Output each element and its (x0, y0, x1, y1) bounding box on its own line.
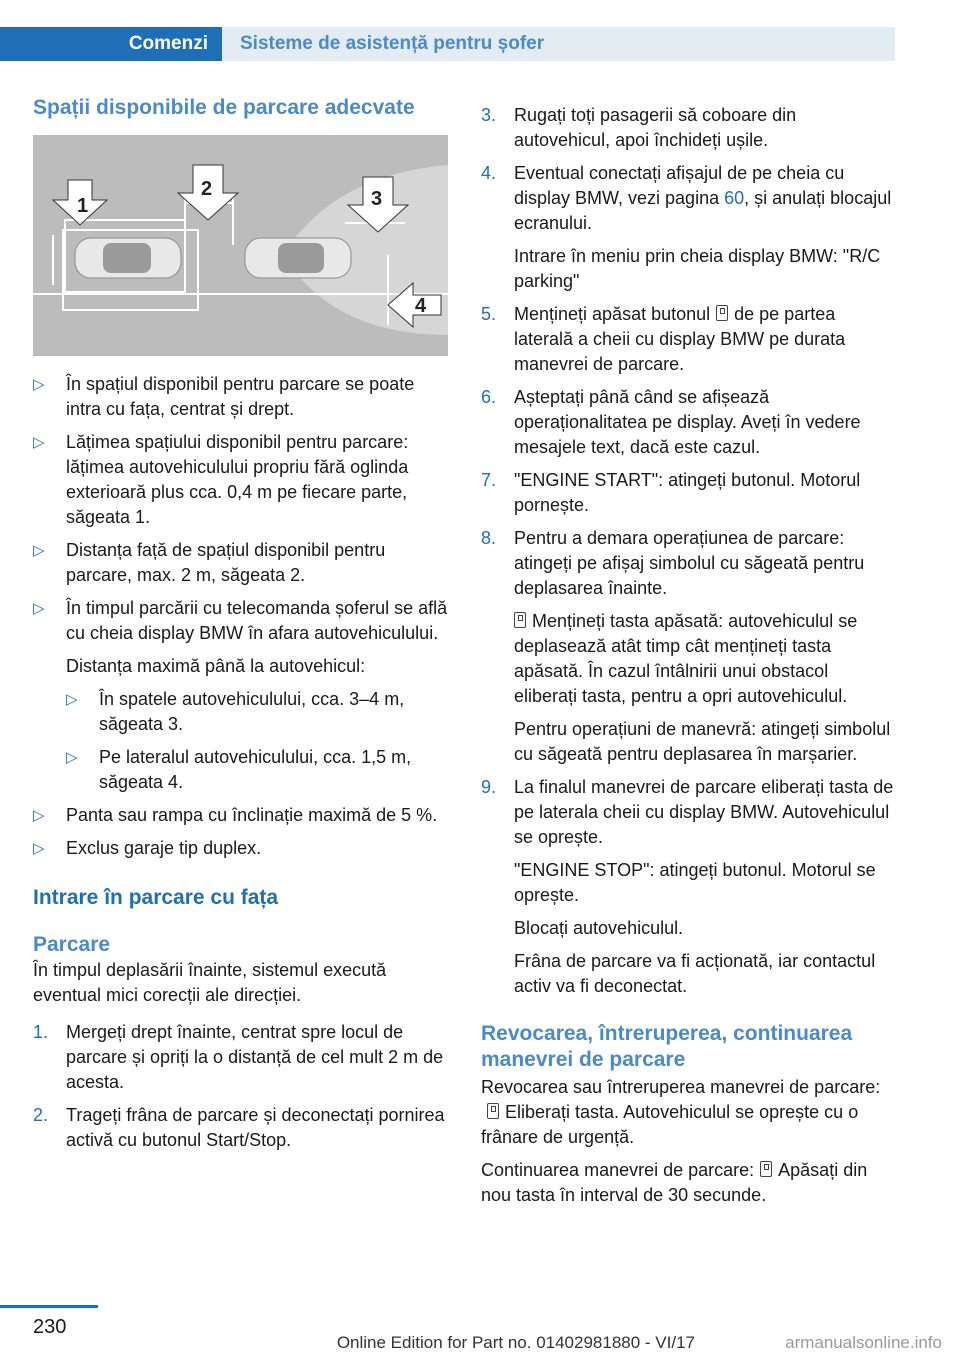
svg-text:1: 1 (77, 195, 89, 217)
step-text: Așteptați până când se afișează operaționalitatea pe display. Aveți în vedere mesajele text, dacă este cazul. (514, 387, 861, 457)
step-text: Mențineți apăsat butonul (514, 304, 711, 324)
step-number: 3. (481, 105, 497, 125)
steps-list-continued (481, 103, 895, 999)
list-item: ▷ În spatele autovehiculului, cca. 3–4 m, săgeata 3. (66, 687, 448, 737)
step-text: Rugați toți pasagerii să coboare din autovehicul, apoi închideți ușile. (514, 105, 797, 150)
list-item (33, 596, 448, 795)
subheading: Parcare (33, 933, 111, 956)
step-number: 2. (33, 1105, 49, 1125)
right-column (481, 103, 895, 1208)
paragraph-text: Continuarea manevrei de parcare: (481, 1160, 755, 1180)
page-link[interactable]: 60 (724, 188, 745, 208)
page-number: 230 (33, 1316, 67, 1338)
step-continuation: Frâna de parcare va fi acționată, iar contactul activ va fi deconectat. (514, 951, 876, 996)
step-continuation: Blocați autovehiculul. (514, 918, 684, 938)
header-bar (0, 27, 895, 61)
paragraph-text: Eliberați tasta. Autovehiculul se oprește cu o frânare de urgență. (481, 1102, 859, 1147)
paragraph (481, 1075, 895, 1150)
list-item (481, 468, 895, 518)
list-item-continuation: Distanța maximă până la autovehicul: (66, 656, 366, 676)
list-item (33, 1020, 448, 1095)
list-item (481, 775, 895, 999)
svg-text:3: 3 (371, 188, 383, 210)
car-left-icon (75, 238, 181, 278)
step-continuation: Intrare în meniu prin cheia display BMW: "R/C parking" (514, 246, 881, 291)
step-number: 7. (481, 470, 497, 490)
step-continuation: "ENGINE STOP": atingeți butonul. Motorul se oprește. (514, 860, 876, 905)
section-heading-2: Intrare în parcare cu fața (33, 886, 279, 909)
list-item (33, 1103, 448, 1153)
step-text: , și anulați blocajul ecranului. (514, 188, 892, 233)
list-item (481, 302, 895, 377)
list-item: ▷ În spațiul disponibil pentru parcare se poate intra cu fața, centrat și drept. (33, 372, 448, 422)
list-item (481, 385, 895, 460)
step-number: 8. (481, 528, 497, 548)
footer-divider (0, 1305, 98, 1308)
requirements-list (33, 372, 448, 861)
paragraph (481, 1158, 895, 1208)
list-item (481, 526, 895, 767)
key-button-icon (514, 612, 526, 628)
list-item: ▷ Distanța față de spațiul disponibil pentru parcare, max. 2 m, săgeata 2. (33, 538, 448, 588)
list-item (481, 103, 895, 153)
step-text: Mergeți drept înainte, centrat spre locul de parcare și opriți la o distanță de cel mult 2 m de acesta. (66, 1022, 444, 1092)
step-continuation (514, 609, 895, 709)
step-number: 4. (481, 163, 497, 183)
step-text: Pentru a demara operațiunea de parcare: atingeți pe afișaj simbolul cu săgeată pentru deplasarea înainte. (514, 528, 865, 598)
section-heading-3: Revocarea, întreruperea, continuarea manevrei de parcare (481, 1022, 853, 1071)
step-number: 9. (481, 777, 497, 797)
step-text: Trageți frâna de parcare și deconectați pornirea activă cu butonul Start/Stop. (66, 1105, 445, 1150)
section-heading: Spații disponibile de parcare adecvate (33, 96, 415, 119)
step-continuation: Pentru operațiuni de manevră: atingeți simbolul cu săgeată pentru deplasarea în marșarier. (514, 719, 891, 764)
parking-diagram (33, 135, 448, 356)
list-item: ▷ Exclus garaje tip duplex. (33, 836, 448, 861)
list-item-text: În timpul parcării cu telecomanda șoferul se află cu cheia display BMW în afara autovehiculului. (66, 598, 448, 643)
car-right-icon (245, 238, 351, 278)
list-item: ▷ Panta sau rampa cu înclinație maximă de 5 %. (33, 803, 448, 828)
watermark: armanualsonline.info (785, 1333, 942, 1352)
step-text: Eventual conectați afișajul de pe cheia cu display BMW, vezi pagina (514, 163, 845, 208)
step-text: La finalul manevrei de parcare eliberați tasta de pe laterala cheii cu display BMW. Autovehiculul se oprește. (514, 777, 894, 847)
step-text: "ENGINE START": atingeți butonul. Motorul pornește. (514, 470, 861, 515)
step-number: 6. (481, 387, 497, 407)
key-button-icon (487, 1103, 499, 1119)
list-item: ▷ Lățimea spațiului disponibil pentru parcare: lățimea autovehiculului propriu fără oglinda exterioară plus cca. 0,4 m pe fiecare parte, săgeata 1. (33, 430, 448, 530)
tab-comenzi[interactable]: Comenzi (0, 27, 222, 61)
key-button-icon (760, 1161, 772, 1177)
edition-text: Online Edition for Part no. 01402981880 - VI/17 (336, 1333, 695, 1352)
parking-diagram-svg (33, 135, 448, 356)
step-number: 5. (481, 304, 497, 324)
intro-paragraph: În timpul deplasării înainte, sistemul execută eventual mici corecții ale direcției. (33, 960, 387, 1005)
svg-text:4: 4 (415, 295, 427, 317)
paragraph-text: Revocarea sau întreruperea manevrei de parcare: (481, 1077, 881, 1097)
nested-list (66, 687, 448, 795)
list-item (481, 161, 895, 294)
steps-list (33, 1020, 448, 1153)
key-button-icon (716, 305, 728, 321)
tab-section[interactable]: Sisteme de asistență pentru șofer (222, 27, 895, 61)
paragraph-text: Apăsați din nou tasta în interval de 30 secunde. (481, 1160, 868, 1205)
list-item: ▷ Pe lateralul autovehiculului, cca. 1,5 m, săgeata 4. (66, 745, 448, 795)
left-column (33, 95, 448, 1161)
step-number: 1. (33, 1022, 49, 1042)
svg-text:2: 2 (201, 178, 213, 200)
step-text: de pe partea laterală a cheii cu display BMW pe durata manevrei de parcare. (514, 304, 846, 374)
step-continuation-text: Mențineți tasta apăsată: autovehiculul se deplasează atât timp cât mențineți tasta apăsată. În cazul întâlnirii unui obstacol eliberați tasta, pentru a opri autovehiculul. (514, 611, 858, 706)
